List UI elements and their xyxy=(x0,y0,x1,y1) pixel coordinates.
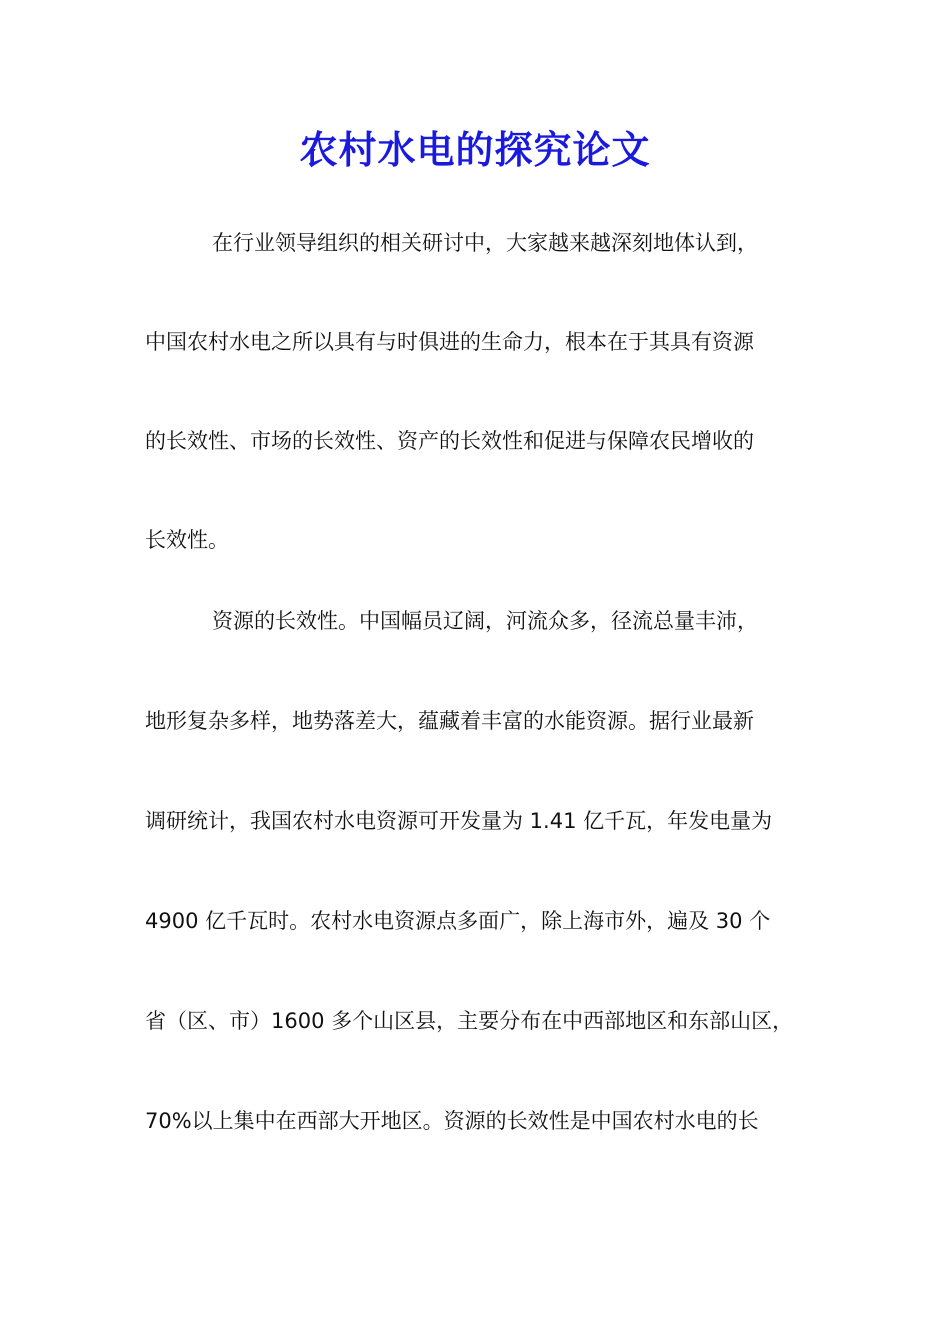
paragraph-line: 资源的长效性。中国幅员辽阔，河流众多，径流总量丰沛， xyxy=(212,609,758,633)
paragraph-line: 调研统计，我国农村水电资源可开发量为 1.41 亿千瓦，年发电量为 xyxy=(145,809,773,833)
document-title: 农村水电的探究论文 xyxy=(299,127,651,172)
paragraph-line: 70%以上集中在西部大开地区。资源的长效性是中国农村水电的长 xyxy=(145,1109,759,1133)
paragraph-line: 中国农村水电之所以具有与时俱进的生命力，根本在于其具有资源 xyxy=(145,330,754,354)
paragraph-line: 长效性。 xyxy=(145,528,229,552)
paragraph-line: 省（区、市）1600 多个山区县，主要分布在中西部地区和东部山区， xyxy=(145,1009,794,1033)
paragraph-line: 在行业领导组织的相关研讨中，大家越来越深刻地体认到， xyxy=(212,231,758,255)
paragraph-line: 4900 亿千瓦时。农村水电资源点多面广，除上海市外，遍及 30 个 xyxy=(145,909,771,933)
paragraph-line: 地形复杂多样，地势落差大，蕴藏着丰富的水能资源。据行业最新 xyxy=(145,709,754,733)
paragraph-line: 的长效性、市场的长效性、资产的长效性和促进与保障农民增收的 xyxy=(145,429,754,453)
